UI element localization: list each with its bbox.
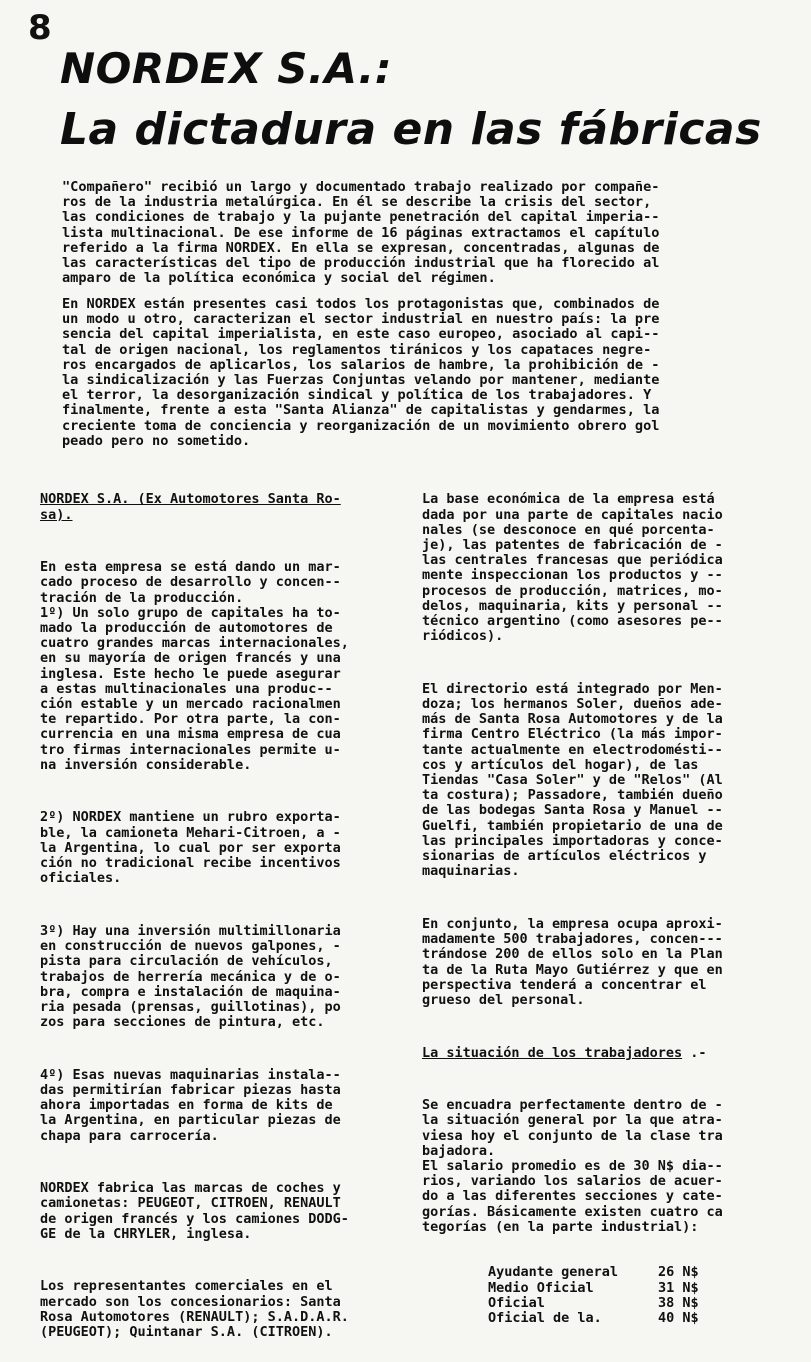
article-subtitle: La dictadura en las fábricas — [60, 104, 762, 155]
wage-amount: 26 N$ — [658, 1264, 699, 1281]
right-paragraph-4: Se encuadra perfectamente dentro de - la situación general por la que atra- viesa hoy el conjunto de la clase tra bajadora. El salario promedio es de 30 N$ dia-- rios, variando los salarios de acuer- do a las diferentes secciones y cate- gorías. Básicamente existen cuatro ca tegorías (en la parte industrial): — [422, 1097, 723, 1235]
left-column — [40, 462, 400, 1362]
wage-amount: 31 N$ — [658, 1279, 699, 1296]
wage-amount: 40 N$ — [658, 1309, 699, 1326]
section-heading — [422, 1046, 782, 1061]
intro-paragraph-1: "Compañero" recibió un largo y documentado trabajo realizado por compañe- ros de la industria metalúrgica. En él se describe la crisis del sector, las condiciones de trabajo y la pujante penetración del capital imperia-- lista multinacional. De ese informe de 16 páginas extractamos el capítulo referido a la firma NORDEX. En ella se expresan, concentradas, algunas de las características del tipo de producción industrial que ha florecido al amparo de la política económica y social del régimen. — [62, 179, 660, 287]
left-paragraph-1: En esta empresa se está dando un mar- cado proceso de desarrollo y concen-- tración de la producción. 1º) Un solo grupo de capitales ha to- mado la producción de automotores de cuatro grandes marcas internacionales, en su mayoría de origen francés y una inglesa. Este hecho le puede asegurar a estas multinacionales una produc-- ción estable y un mercado racionalmen te repartido. Por otra parte, la con- currencia en una misma empresa de cua tro firmas internacionales permite u- na inversión considerable. — [40, 559, 349, 773]
wage-table — [488, 1265, 699, 1326]
section-heading-text: La situación de los trabajadores — [422, 1044, 683, 1061]
section-heading-suffix: .- — [682, 1044, 707, 1061]
wage-category: Medio Oficial — [488, 1279, 594, 1296]
right-paragraph-1: La base económica de la empresa está dada por una parte de capitales nacio nales (se desconoce en qué porcenta- je), las patentes de fabricación de - las centrales francesas que periódica mente inspeccionan los productos y -- procesos de producción, matrices, mo- delos, maquinaria, kits y personal -- técnico argentino (como asesores pe-- riódicos). — [422, 491, 723, 645]
wage-category: Ayudante general — [488, 1264, 619, 1281]
wage-category: Oficial de la. — [488, 1309, 602, 1326]
left-paragraph-2: 2º) NORDEX mantiene un rubro exporta- ble, la camioneta Mehari-Citroen, a - la Argentina, lo cual por ser exporta ción no tradicional recibe incentivos oficiales. — [40, 809, 341, 887]
left-paragraph-5: NORDEX fabrica las marcas de coches y camionetas: PEUGEOT, CITROEN, RENAULT de origen francés y los camiones DODG- GE de la CHRYLER, inglesa. — [40, 1180, 349, 1242]
left-paragraph-3: 3º) Hay una inversión multimillonaria en construcción de nuevos galpones, - pista para circulación de vehículos, trabajos de herrería mecánica y de o- bra, compra e instalación de maquina- ria pesada (prensas, guillotinas), po zos para secciones de pintura, etc. — [40, 922, 341, 1031]
left-paragraph-6: Los representantes comerciales en el mercado son los concesionarios: Santa Rosa Automotores (RENAULT); S.A.D.A.R. (PEUGEOT); Quintanar S.A. (CITROEN). — [40, 1278, 349, 1340]
page-number: 8 — [28, 8, 52, 48]
wage-amount: 38 N$ — [658, 1294, 699, 1311]
wage-row — [488, 1281, 699, 1296]
wage-row — [488, 1265, 699, 1280]
wage-category: Oficial — [488, 1294, 545, 1311]
left-column-heading: NORDEX S.A. (Ex Automotores Santa Ro- sa). — [40, 491, 341, 523]
wage-row — [488, 1311, 699, 1326]
article-title: NORDEX S.A.: — [60, 44, 392, 93]
intro-paragraph-2: En NORDEX están presentes casi todos los protagonistas que, combinados de un modo u otro, caracterizan el sector industrial en nuestro país: la pre sencia del capital imperialista, en este caso europeo, asociado al capi-- tal de origen nacional, los reglamentos tiránicos y los capataces negre- ros encargados de aplicarlos, los salarios de hambre, la prohibición de - la sindicalización y las Fuerzas Conjuntas velando por mantener, mediante el terror, la desorganización sindical y política de los trabajadores. Y finalmente, frente a esta "Santa Alianza" de capitalistas y gendarmes, la creciente toma de conciencia y reorganización de un movimiento obrero gol peado pero no sometido. — [62, 296, 660, 449]
right-paragraph-2: El directorio está integrado por Men- doza; los hermanos Soler, dueños ade- más de Santa Rosa Automotores y de la firma Centro Eléctrico (la más impor- tante actualmente en electrodomésti-- cos y artículos del hogar), de las Tiendas "Casa Soler" y de "Relos" (Al ta costura); Passadore, también dueño de las bodegas Santa Rosa y Manuel -- Guelfi, también propietario de una de las principales importadoras y conce- sionarias de artículos eléctricos y maquinarias. — [422, 680, 723, 880]
right-column — [422, 462, 782, 1341]
left-paragraph-4: 4º) Esas nuevas maquinarias instala-- das permitirían fabricar piezas hasta ahora importadas en forma de kits de la Argentina, en particular piezas de chapa para carrocería. — [40, 1066, 341, 1144]
wage-row — [488, 1296, 699, 1311]
right-paragraph-3: En conjunto, la empresa ocupa aproxi- madamente 500 trabajadores, concen--- trándose 200 de ellos solo en la Plan ta de la Ruta Mayo Gutiérrez y que en perspectiva tenderá a concentrar el grueso del personal. — [422, 915, 723, 1008]
